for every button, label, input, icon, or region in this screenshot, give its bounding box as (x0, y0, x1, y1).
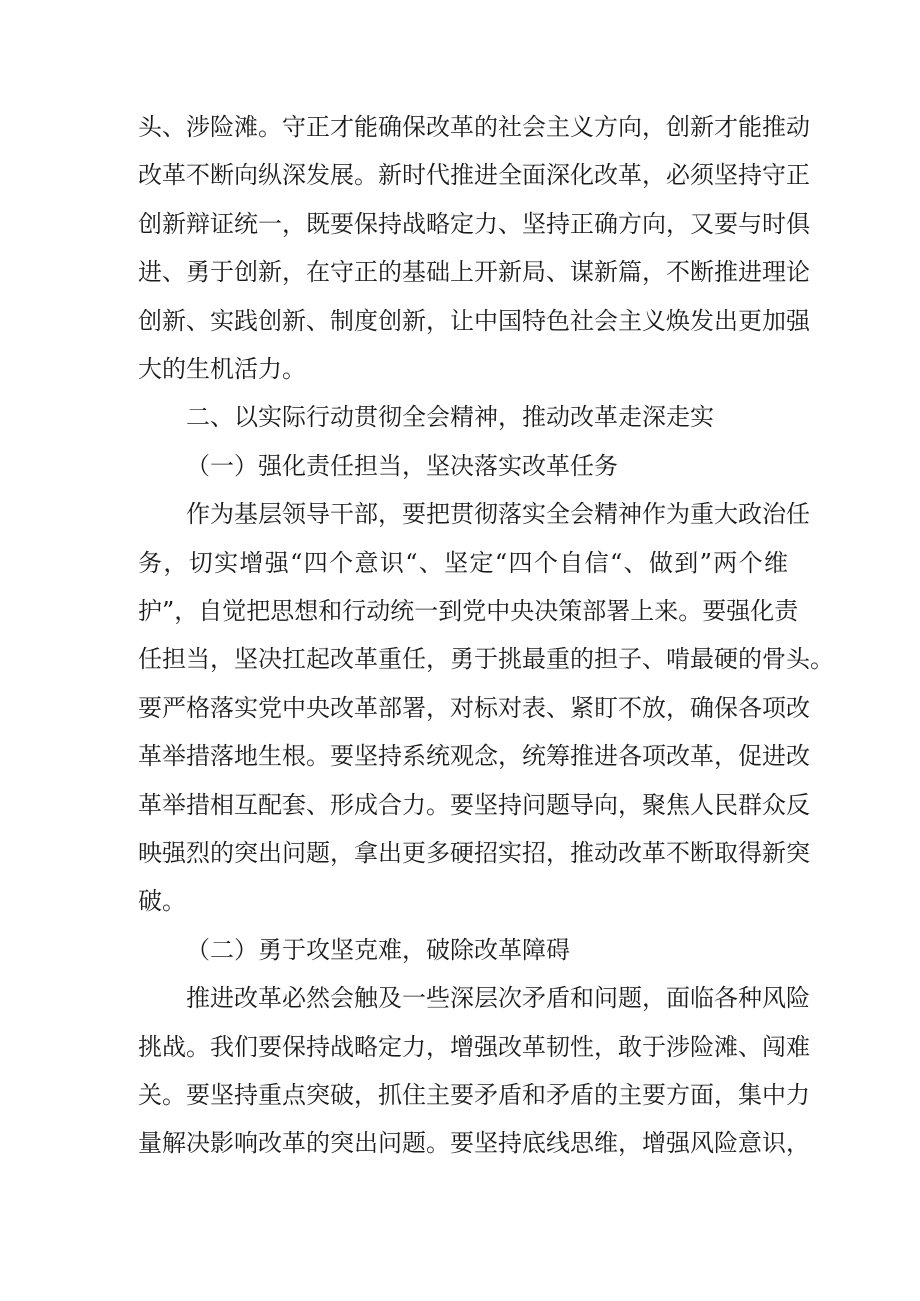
subsection-heading-2: （二）勇于攻坚克难，破除改革障碍 (186, 936, 570, 964)
section-heading-2: 二、以实际行动贯彻全会精神，推动改革走深走实 (186, 403, 714, 431)
text-line-14: 革举措落地生根。要坚持系统观念，统筹推进各项改革，促进改 (138, 742, 810, 770)
text-line-4: 进、勇于创新，在守正的基础上开新局、谋新篇，不断推进理论 (138, 258, 810, 286)
text-line-17: 破。 (138, 887, 186, 915)
text-line-11: 护”，自觉把思想和行动统一到党中央决策部署上来。要强化责 (138, 597, 799, 625)
text-line-22: 量解决影响改革的突出问题。要坚持底线思维，增强风险意识， (138, 1129, 810, 1157)
text-line-15: 革举措相互配套、形成合力。要坚持问题导向，聚焦人民群众反 (138, 791, 810, 819)
text-line-10: 务，切实增强“四个意识“、坚定“四个自信“、做到”两个维 (138, 549, 788, 577)
text-line-21: 关。要坚持重点突破，抓住主要矛盾和矛盾的主要方面，集中力 (138, 1081, 810, 1109)
text-line-9: 作为基层领导干部，要把贯彻落实全会精神作为重大政治任 (186, 500, 810, 528)
text-line-1: 头、涉险滩。守正才能确保改革的社会主义方向，创新才能推动 (138, 113, 810, 141)
text-line-6: 大的生机活力。 (138, 355, 306, 383)
subsection-heading-1: （一）强化责任担当，坚决落实改革任务 (186, 452, 618, 480)
text-line-16: 映强烈的突出问题，拿出更多硬招实招，推动改革不断取得新突 (138, 839, 810, 867)
text-line-19: 推进改革必然会触及一些深层次矛盾和问题，面临各种风险 (186, 984, 810, 1012)
text-line-12: 任担当，坚决扛起改革重任，勇于挑最重的担子、啃最硬的骨头。 (138, 645, 834, 673)
text-line-20: 挑战。我们要保持战略定力，增强改革韧性，敢于涉险滩、闯难 (138, 1033, 810, 1061)
text-line-5: 创新、实践创新、制度创新，让中国特色社会主义焕发出更加强 (138, 307, 810, 335)
text-line-2: 改革不断向纵深发展。新时代推进全面深化改革，必须坚持守正 (138, 161, 810, 189)
text-line-3: 创新辩证统一，既要保持战略定力、坚持正确方向，又要与时俱 (138, 210, 810, 238)
text-line-13: 要严格落实党中央改革部署，对标对表、紧盯不放，确保各项改 (138, 694, 810, 722)
